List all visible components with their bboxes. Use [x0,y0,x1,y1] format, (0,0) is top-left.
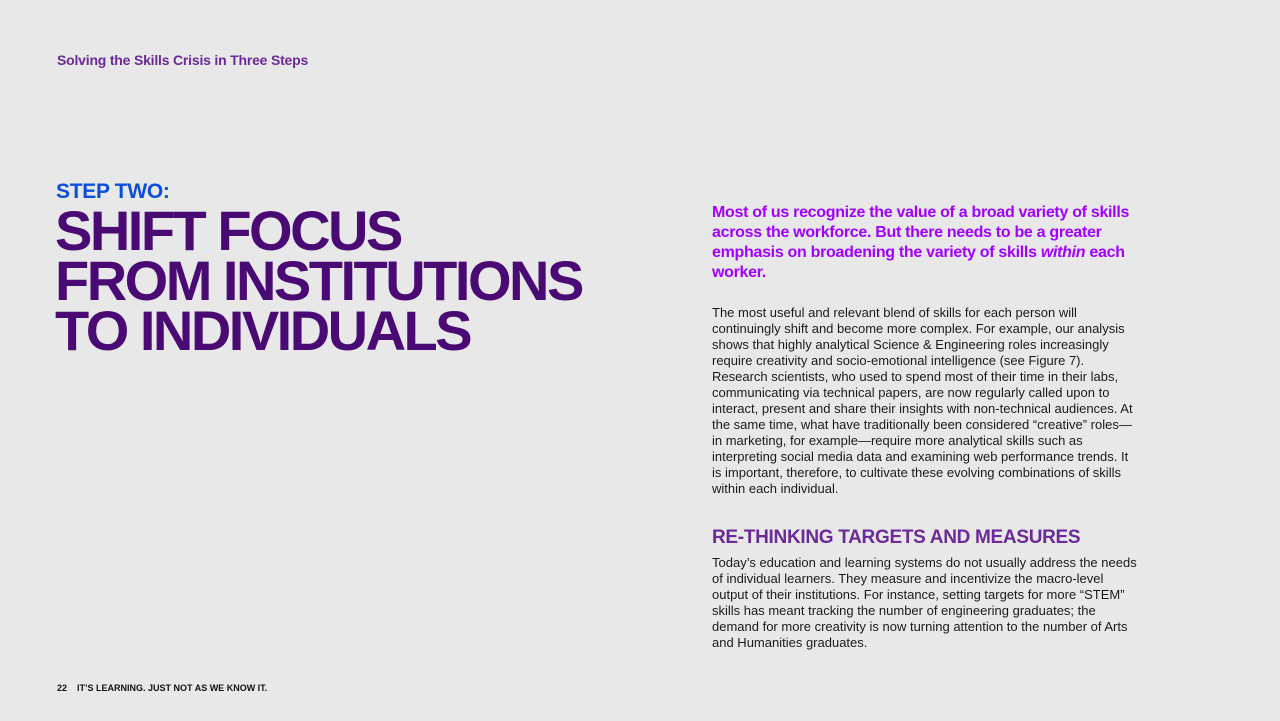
right-column [712,203,1137,651]
footer [57,683,267,693]
body-paragraph-2: Today’s education and learning systems do not usually address the needs of individual learners. They measure and incentivize the macro-level output of their institutions. For instance, setting targets for more “STEM” skills has meant tracking the number of engineering graduates; the demand for more creativity is now turning attention to the number of Arts and Humanities graduates. [712,555,1137,650]
headline-line-2: FROM INSTITUTIONS [55,249,582,312]
section-label: Solving the Skills Crisis in Three Steps [57,52,309,68]
headline [55,199,695,362]
headline-line-3: TO INDIVIDUALS [55,299,471,362]
headline-line-1: SHIFT FOCUS [55,199,401,262]
lead-text-part2: each worker. [712,244,1125,281]
lead-paragraph [712,203,1137,283]
publication-title: IT’S LEARNING. JUST NOT AS WE KNOW IT. [77,683,268,693]
body-paragraph-1: The most useful and relevant blend of skills for each person will continuingly shift and become more complex. For example, our analysis shows that highly analytical Science & Engineering roles increasingly require creativity and socio-emotional intelligence (see Figure 7). Research scientists, who used to spend most of their time in their labs, communicating via technical papers, are now regularly called upon to interact, present and share their insights with non-technical audiences. At the same time, what have traditionally been considered “creative” roles—in marketing, for example—require more analytical skills such as interpreting social media data and examining web performance trends. It is important, therefore, to cultivate these evolving combinations of skills within each individual. [712,305,1133,496]
subhead: RE-THINKING TARGETS AND MEASURES [712,527,1081,548]
lead-text-part1: Most of us recognize the value of a broad variety of skills across the workforce. But there needs to be a greater emphasis on broadening the variety of skills [712,204,1130,261]
lead-emphasis: within [1040,244,1086,261]
page-number: 22 [57,683,68,693]
step-label: STEP TWO: [56,180,170,203]
